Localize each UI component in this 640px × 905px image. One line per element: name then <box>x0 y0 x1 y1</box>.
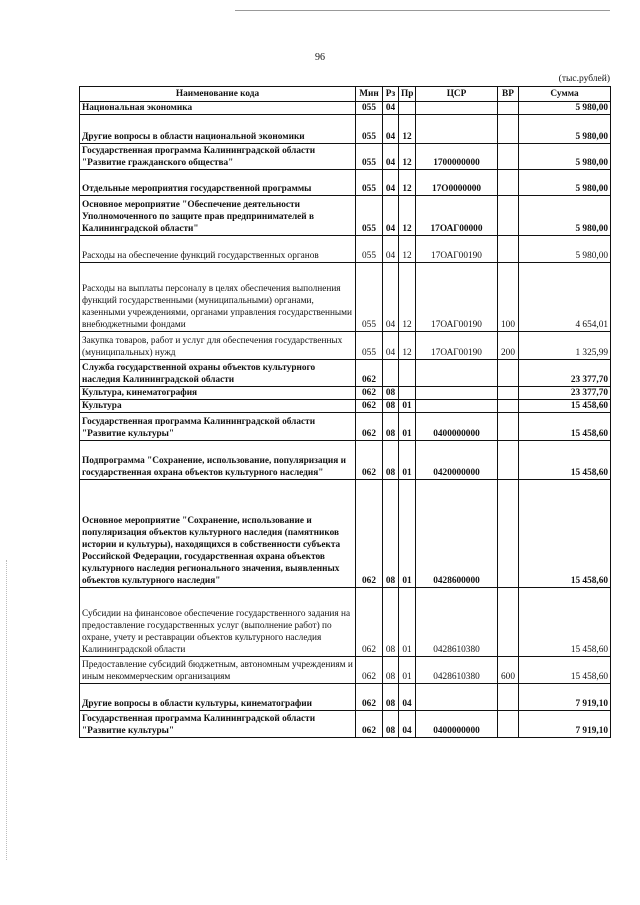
cell-sum: 5 980,00 <box>519 144 611 170</box>
cell-rz: 08 <box>383 480 399 588</box>
cell-sum: 15 458,60 <box>519 413 611 441</box>
cell-min: 062 <box>356 711 383 738</box>
header-min: Мин <box>356 87 383 102</box>
cell-sum: 7 919,10 <box>519 711 611 738</box>
cell-pr <box>399 102 416 115</box>
cell-pr: 12 <box>399 144 416 170</box>
cell-vr <box>498 144 519 170</box>
cell-pr: 01 <box>399 413 416 441</box>
table-row <box>80 400 611 413</box>
cell-name: Служба государственной охраны объектов культурного наследия Калининградской области <box>80 360 356 387</box>
cell-csr: 0400000000 <box>416 711 498 738</box>
cell-csr: 0420000000 <box>416 441 498 480</box>
cell-pr: 04 <box>399 684 416 711</box>
cell-min: 055 <box>356 170 383 196</box>
cell-vr <box>498 413 519 441</box>
cell-name: Другие вопросы в области культуры, кинематографии <box>80 684 356 711</box>
cell-pr: 01 <box>399 657 416 684</box>
cell-sum: 15 458,60 <box>519 588 611 657</box>
cell-name: Другие вопросы в области национальной экономики <box>80 115 356 144</box>
cell-sum: 15 458,60 <box>519 400 611 413</box>
cell-min: 062 <box>356 360 383 387</box>
cell-vr <box>498 684 519 711</box>
cell-pr: 01 <box>399 480 416 588</box>
cell-vr <box>498 102 519 115</box>
cell-name: Культура, кинематография <box>80 387 356 400</box>
cell-vr <box>498 170 519 196</box>
table-row <box>80 102 611 115</box>
cell-vr <box>498 711 519 738</box>
cell-sum: 4 654,01 <box>519 263 611 332</box>
header-csr: ЦСР <box>416 87 498 102</box>
cell-rz: 04 <box>383 144 399 170</box>
cell-vr: 100 <box>498 263 519 332</box>
cell-pr <box>399 387 416 400</box>
cell-rz: 04 <box>383 263 399 332</box>
units-label: (тыс.рублей) <box>558 74 610 84</box>
cell-name: Основное мероприятие "Сохранение, использование и популяризация объектов культурного наследия (памятников истории и культуры), находящихся в собственности субъекта Российской Федерации, государственная охрана объектов культурного наследия регионального значения, выявленных объектов культурного наследия" <box>80 480 356 588</box>
table-row <box>80 711 611 738</box>
cell-rz: 08 <box>383 413 399 441</box>
cell-vr <box>498 441 519 480</box>
cell-sum: 1 325,99 <box>519 332 611 360</box>
header-vr: ВР <box>498 87 519 102</box>
cell-sum: 15 458,60 <box>519 441 611 480</box>
cell-rz: 04 <box>383 236 399 263</box>
cell-csr: 17О0000000 <box>416 170 498 196</box>
header-rz: Рз <box>383 87 399 102</box>
cell-rz: 08 <box>383 441 399 480</box>
cell-min: 062 <box>356 441 383 480</box>
cell-vr <box>498 400 519 413</box>
cell-min: 055 <box>356 236 383 263</box>
cell-csr: 0428610380 <box>416 588 498 657</box>
cell-name: Основное мероприятие "Обеспечение деятельности Уполномоченного по защите прав предпринимателей в Калининградской области" <box>80 196 356 236</box>
cell-min: 062 <box>356 657 383 684</box>
cell-min: 055 <box>356 263 383 332</box>
cell-min: 062 <box>356 400 383 413</box>
cell-rz: 08 <box>383 657 399 684</box>
cell-sum: 23 377,70 <box>519 360 611 387</box>
cell-csr: 17ОАГ00190 <box>416 332 498 360</box>
cell-vr <box>498 387 519 400</box>
cell-csr: 17ОАГ00190 <box>416 236 498 263</box>
cell-name: Культура <box>80 400 356 413</box>
table-row <box>80 413 611 441</box>
cell-pr: 12 <box>399 115 416 144</box>
cell-csr <box>416 115 498 144</box>
cell-name: Закупка товаров, работ и услуг для обеспечения государственных (муниципальных) нужд <box>80 332 356 360</box>
top-rule <box>235 10 610 11</box>
cell-min: 062 <box>356 413 383 441</box>
budget-table <box>79 86 611 738</box>
table-row <box>80 144 611 170</box>
cell-sum: 5 980,00 <box>519 115 611 144</box>
scan-edge-marks <box>6 560 10 860</box>
cell-vr <box>498 588 519 657</box>
cell-csr: 0428610380 <box>416 657 498 684</box>
cell-csr: 0400000000 <box>416 413 498 441</box>
cell-name: Государственная программа Калининградской области "Развитие культуры" <box>80 711 356 738</box>
cell-sum: 5 980,00 <box>519 196 611 236</box>
cell-name: Государственная программа Калининградской области "Развитие гражданского общества" <box>80 144 356 170</box>
cell-min: 062 <box>356 480 383 588</box>
cell-rz: 08 <box>383 684 399 711</box>
cell-csr <box>416 102 498 115</box>
cell-vr: 200 <box>498 332 519 360</box>
cell-pr: 12 <box>399 332 416 360</box>
cell-sum: 23 377,70 <box>519 387 611 400</box>
cell-pr: 12 <box>399 263 416 332</box>
header-sum: Сумма <box>519 87 611 102</box>
table-row <box>80 684 611 711</box>
cell-name: Субсидии на финансовое обеспечение государственного задания на предоставление государственных услуг (выполнение работ) по охране, учету и реставрации объектов культурного наследия Калининградской области <box>80 588 356 657</box>
cell-sum: 15 458,60 <box>519 657 611 684</box>
cell-rz: 08 <box>383 400 399 413</box>
table-row <box>80 115 611 144</box>
cell-csr: 0428600000 <box>416 480 498 588</box>
cell-name: Отдельные мероприятия государственной программы <box>80 170 356 196</box>
cell-rz: 04 <box>383 196 399 236</box>
cell-csr <box>416 400 498 413</box>
header-pr: Пр <box>399 87 416 102</box>
cell-min: 062 <box>356 588 383 657</box>
cell-vr <box>498 196 519 236</box>
cell-min: 055 <box>356 102 383 115</box>
table-row <box>80 170 611 196</box>
cell-pr: 01 <box>399 441 416 480</box>
cell-rz: 04 <box>383 332 399 360</box>
cell-rz <box>383 360 399 387</box>
cell-name: Государственная программа Калининградской области "Развитие культуры" <box>80 413 356 441</box>
cell-min: 062 <box>356 387 383 400</box>
cell-name: Расходы на обеспечение функций государственных органов <box>80 236 356 263</box>
cell-pr: 12 <box>399 196 416 236</box>
cell-rz: 04 <box>383 170 399 196</box>
header-name: Наименование кода <box>80 87 356 102</box>
table-row <box>80 387 611 400</box>
cell-csr: 17ОАГ00190 <box>416 263 498 332</box>
cell-sum: 7 919,10 <box>519 684 611 711</box>
cell-rz: 08 <box>383 387 399 400</box>
table-row <box>80 236 611 263</box>
cell-csr <box>416 684 498 711</box>
cell-rz: 08 <box>383 711 399 738</box>
cell-vr <box>498 115 519 144</box>
cell-rz: 08 <box>383 588 399 657</box>
cell-name: Предоставление субсидий бюджетным, автономным учреждениям и иным некоммерческим организациям <box>80 657 356 684</box>
cell-sum: 5 980,00 <box>519 102 611 115</box>
cell-min: 055 <box>356 196 383 236</box>
cell-sum: 5 980,00 <box>519 236 611 263</box>
table-row <box>80 263 611 332</box>
table-body <box>80 102 611 738</box>
cell-rz: 04 <box>383 102 399 115</box>
cell-vr <box>498 236 519 263</box>
table-row <box>80 480 611 588</box>
table-row <box>80 588 611 657</box>
cell-name: Подпрограмма "Сохранение, использование, популяризация и государственная охрана объектов культурного наследия" <box>80 441 356 480</box>
cell-sum: 5 980,00 <box>519 170 611 196</box>
cell-min: 055 <box>356 115 383 144</box>
table-row <box>80 332 611 360</box>
cell-pr: 12 <box>399 170 416 196</box>
cell-rz: 04 <box>383 115 399 144</box>
table-row <box>80 657 611 684</box>
cell-pr: 01 <box>399 400 416 413</box>
cell-pr: 12 <box>399 236 416 263</box>
cell-csr: 1700000000 <box>416 144 498 170</box>
cell-sum: 15 458,60 <box>519 480 611 588</box>
cell-vr <box>498 360 519 387</box>
cell-pr: 04 <box>399 711 416 738</box>
cell-name: Национальная экономика <box>80 102 356 115</box>
cell-vr <box>498 480 519 588</box>
page-number: 96 <box>315 52 325 63</box>
table-header-row <box>80 87 611 102</box>
cell-pr <box>399 360 416 387</box>
cell-csr <box>416 360 498 387</box>
cell-csr <box>416 387 498 400</box>
cell-vr: 600 <box>498 657 519 684</box>
table-row <box>80 360 611 387</box>
cell-pr: 01 <box>399 588 416 657</box>
cell-csr: 17ОАГ00000 <box>416 196 498 236</box>
cell-min: 062 <box>356 684 383 711</box>
cell-min: 055 <box>356 144 383 170</box>
cell-name: Расходы на выплаты персоналу в целях обеспечения выполнения функций государственными (муниципальными) органами, казенными учреждениями, органами управления государственными внебюджетными фондами <box>80 263 356 332</box>
table-row <box>80 196 611 236</box>
cell-min: 055 <box>356 332 383 360</box>
table-row <box>80 441 611 480</box>
